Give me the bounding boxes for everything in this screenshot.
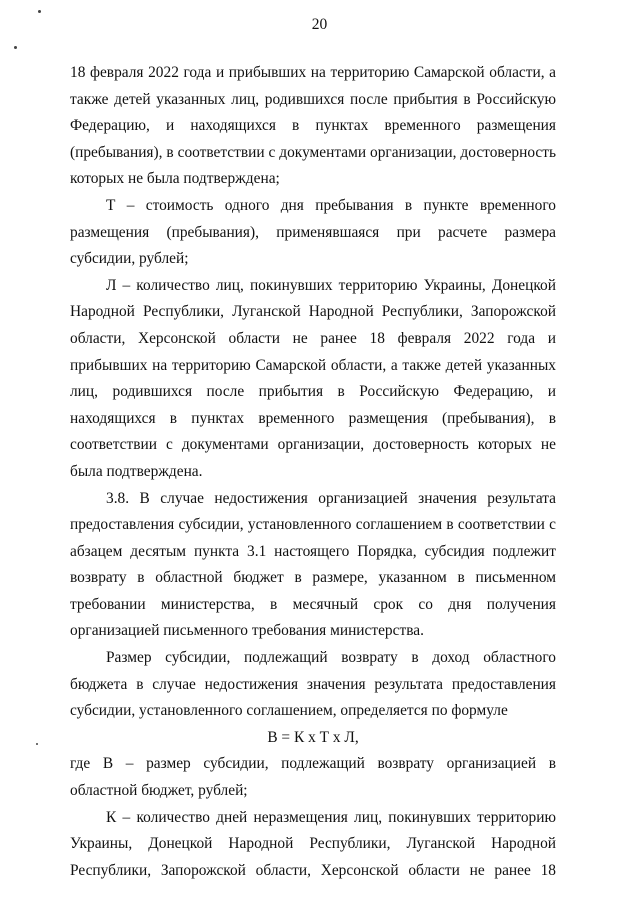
paragraph-continuation: 18 февраля 2022 года и прибывших на территорию Самарской области, а также детей указанных лиц, родившихся после прибытия в Российскую Федерацию, и находящихся в пунктах временного размещения (пребывания), в соответствии с документами организации, достоверность которых не была подтверждена; bbox=[70, 64, 556, 188]
paragraph-k-definition: К – количество дней неразмещения лиц, покинувших территорию Украины, Донецкой Народной Республики, Луганской Народной Республики, Запорожской области, Херсонской области не ранее 18 bbox=[70, 808, 556, 879]
paragraph-t-definition: Т – стоимость одного дня пребывания в пункте временного размещения (пребывания), применявшаяся при расчете размера субсидии, рублей; bbox=[70, 196, 556, 268]
scan-speck bbox=[14, 46, 17, 49]
scan-speck bbox=[38, 10, 41, 13]
document-body bbox=[70, 60, 556, 884]
paragraph-b-definition: где В – размер субсидии, подлежащий возврату организацией в областной бюджет, рублей; bbox=[70, 755, 556, 800]
paragraph-refund-size: Размер субсидии, подлежащий возврату в доход областного бюджета в случае недостижения значения результата предоставления субсидии, установленного соглашением, определяется по формуле bbox=[70, 649, 556, 720]
formula: В = К х Т х Л, bbox=[267, 728, 359, 746]
page-number: 20 bbox=[311, 16, 328, 33]
paragraph-l-definition: Л – количество лиц, покинувших территорию Украины, Донецкой Народной Республики, Луганской Народной Республики, Запорожской области, Херсонской области не ранее 18 февраля 2022 года и прибывших на территорию Самарской области, а также детей указанных лиц, родившихся после прибытия в Российскую Федерацию, и находящихся в пунктах временного размещения (пребывания), в соответствии с документами организации, достоверность которых не была подтверждена. bbox=[70, 276, 556, 480]
paragraph-3-8: 3.8. В случае недостижения организацией значения результата предоставления субсидии, установленного соглашением в соответствии с абзацем десятым пункта 3.1 настоящего Порядка, субсидия подлежит возврату в областной бюджет в размере, указанном в письменном требовании министерства, в месячный срок со дня получения организацией письменного требования министерства. bbox=[70, 489, 556, 640]
scan-speck bbox=[36, 743, 38, 745]
